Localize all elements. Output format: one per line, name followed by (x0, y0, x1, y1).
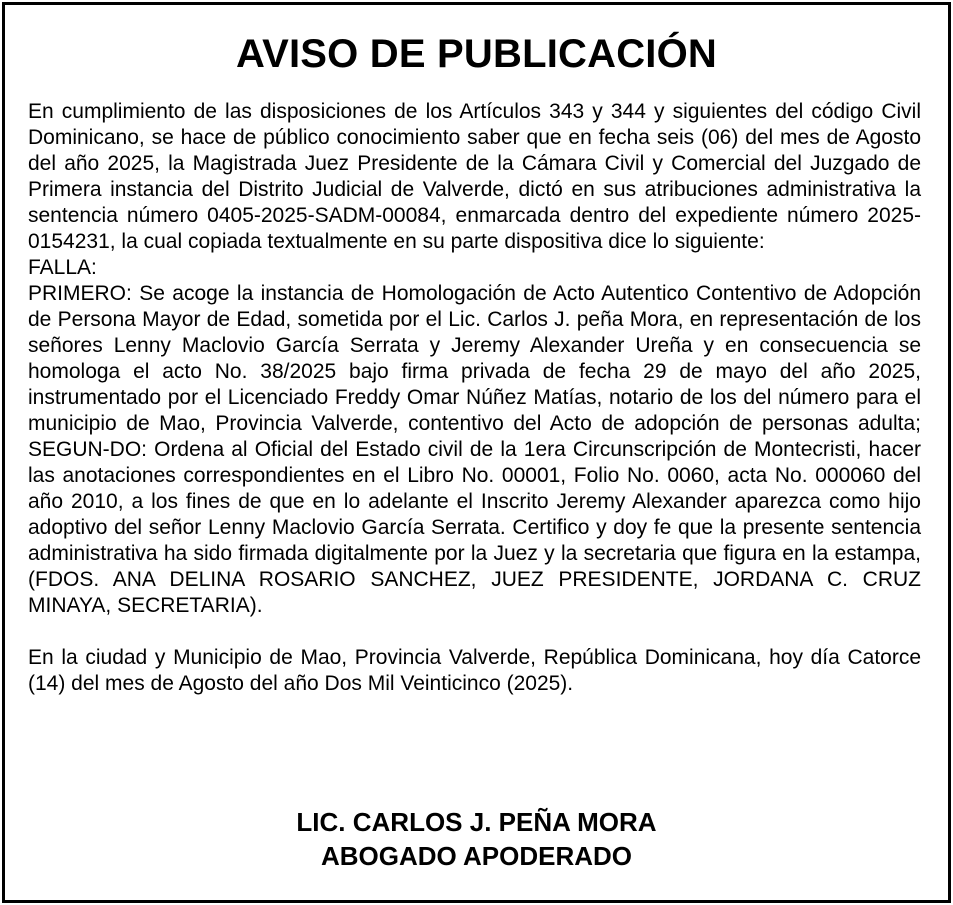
signature-block (5, 805, 948, 873)
signature-role: ABOGADO APODERADO (320, 841, 633, 871)
notice-body (28, 99, 921, 697)
intro-paragraph: En cumplimiento de las disposiciones de los Artículos 343 y 344 y siguientes del código Civil Dominicano, se hace de público conocimiento saber que en fecha seis (06) del mes de Agosto del año 2025, la Magistrada Juez Presidente de la Cámara Civil y Comercial del Juzgado de Primera instancia del Distrito Judicial de Valverde, dictó en sus atribuciones administrativa la sentencia número 0405-2025-SADM-00084, enmarcada dentro del expediente número 2025-0154231, la cual copiada textualmente en su parte dispositiva dice lo siguiente: (28, 100, 921, 253)
closing-paragraph: En la ciudad y Municipio de Mao, Provincia Valverde, República Dominicana, hoy día Catorce (14) del mes de Agosto del año Dos Mil Veinticinco (2025). (28, 646, 921, 695)
signature-name: LIC. CARLOS J. PEÑA MORA (296, 807, 657, 837)
paragraph-spacer (28, 619, 921, 645)
publication-notice (2, 2, 951, 903)
ruling-paragraph: PRIMERO: Se acoge la instancia de Homologación de Acto Autentico Contentivo de Adopción de Persona Mayor de Edad, sometida por el Lic. Carlos J. peña Mora, en representación de los señores Lenny Maclovio García Serrata y Jeremy Alexander Ureña y en consecuencia se homologa el acto No. 38/2025 bajo firma privada de fecha 29 de mayo del año 2025, instrumentado por el Licenciado Freddy Omar Núñez Matías, notario de los del número para el municipio de Mao, Provincia Valverde, contentivo del Acto de adopción de personas adulta; SEGUN-DO: Ordena al Oficial del Estado civil de la 1era Circunscripción de Montecristi, hacer las anotaciones correspondientes en el Libro No. 00001, Folio No. 0060, acta No. 000060 del año 2010, a los fines de que en lo adelante el Inscrito Jeremy Alexander aparezca como hijo adoptivo del señor Lenny Maclovio García Serrata. Certifico y doy fe que la presente sentencia administrativa ha sido firmada digitalmente por la Juez y la secretaria que figura en la estampa, (FDOS. ANA DELINA ROSARIO SANCHEZ, JUEZ PRESIDENTE, JORDANA C. CRUZ MINAYA, SECRETARIA). (28, 282, 921, 617)
notice-title: AVISO DE PUBLICACIÓN (235, 32, 718, 76)
falla-heading: FALLA: (28, 256, 97, 279)
